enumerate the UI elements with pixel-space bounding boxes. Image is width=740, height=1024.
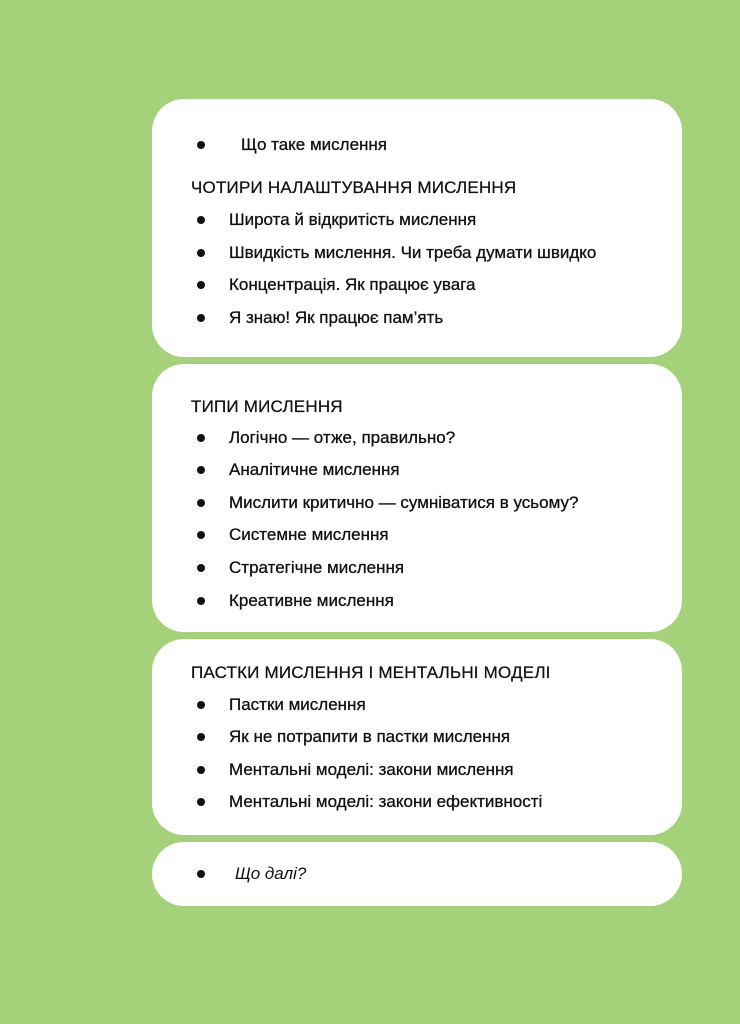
toc-item-label: Ментальні моделі: закони мислення bbox=[229, 760, 514, 779]
toc-item-label: Широта й відкритість мислення bbox=[229, 210, 477, 229]
toc-item-label: Я знаю! Як працює пам’ять bbox=[229, 308, 444, 327]
toc-item-label: Креативне мислення bbox=[229, 591, 394, 610]
bullet-icon bbox=[197, 281, 205, 289]
toc-item-label: Аналітичне мислення bbox=[229, 460, 400, 479]
toc-item-label: Системне мислення bbox=[229, 525, 389, 544]
toc-item-label: Ментальні моделі: закони ефективності bbox=[229, 792, 543, 811]
bullet-icon bbox=[197, 434, 205, 442]
toc-item-label: Логічно — отже, правильно? bbox=[229, 428, 456, 447]
bullet-icon bbox=[197, 141, 205, 149]
bullet-icon bbox=[197, 216, 205, 224]
toc-item[interactable] bbox=[197, 759, 514, 781]
bullet-icon bbox=[197, 597, 205, 605]
bullet-icon bbox=[197, 499, 205, 507]
bullet-icon bbox=[197, 798, 205, 806]
bullet-icon bbox=[197, 564, 205, 572]
toc-item[interactable] bbox=[197, 726, 510, 748]
section-heading: ЧОТИРИ НАЛАШТУВАННЯ МИСЛЕННЯ bbox=[191, 178, 517, 197]
toc-item[interactable] bbox=[197, 274, 476, 296]
bullet-icon bbox=[197, 733, 205, 741]
toc-item[interactable] bbox=[197, 209, 476, 231]
bullet-icon bbox=[197, 531, 205, 539]
toc-item[interactable] bbox=[197, 427, 455, 449]
bullet-icon bbox=[197, 701, 205, 709]
toc-item[interactable] bbox=[197, 590, 394, 612]
toc-item[interactable] bbox=[197, 242, 596, 264]
toc-item[interactable] bbox=[197, 492, 578, 514]
toc-item[interactable] bbox=[197, 694, 366, 716]
toc-item-label: Концентрація. Як працює увага bbox=[229, 275, 476, 294]
toc-item-whats-next[interactable] bbox=[197, 863, 306, 885]
bullet-icon bbox=[197, 870, 205, 878]
bullet-icon bbox=[197, 314, 205, 322]
bullet-icon bbox=[197, 249, 205, 257]
toc-item-label: Швидкість мислення. Чи треба думати швидко bbox=[229, 243, 597, 262]
toc-item[interactable] bbox=[197, 459, 400, 481]
toc-item[interactable] bbox=[197, 557, 404, 579]
toc-item-label: Як не потрапити в пастки мислення bbox=[229, 727, 511, 746]
bullet-icon bbox=[197, 466, 205, 474]
toc-card-thinking-traps bbox=[152, 639, 682, 835]
section-heading: ТИПИ МИСЛЕННЯ bbox=[191, 397, 343, 416]
toc-item-label: Мислити критично — сумніватися в усьому? bbox=[229, 493, 579, 512]
toc-card-thinking-types bbox=[152, 364, 682, 632]
toc-item[interactable] bbox=[197, 524, 389, 546]
toc-card-whats-next bbox=[152, 842, 682, 906]
toc-card-settings bbox=[152, 99, 682, 357]
section-heading: ПАСТКИ МИСЛЕННЯ І МЕНТАЛЬНІ МОДЕЛІ bbox=[191, 663, 551, 682]
toc-item[interactable] bbox=[197, 791, 542, 813]
toc-item[interactable] bbox=[197, 307, 443, 329]
toc-item-label: Що далі? bbox=[235, 864, 307, 883]
toc-item-label: Пастки мислення bbox=[229, 695, 366, 714]
toc-item-label: Стратегічне мислення bbox=[229, 558, 405, 577]
toc-item-label: Що таке мислення bbox=[241, 135, 388, 154]
bullet-icon bbox=[197, 766, 205, 774]
toc-item-what-is-thinking[interactable] bbox=[197, 134, 387, 156]
